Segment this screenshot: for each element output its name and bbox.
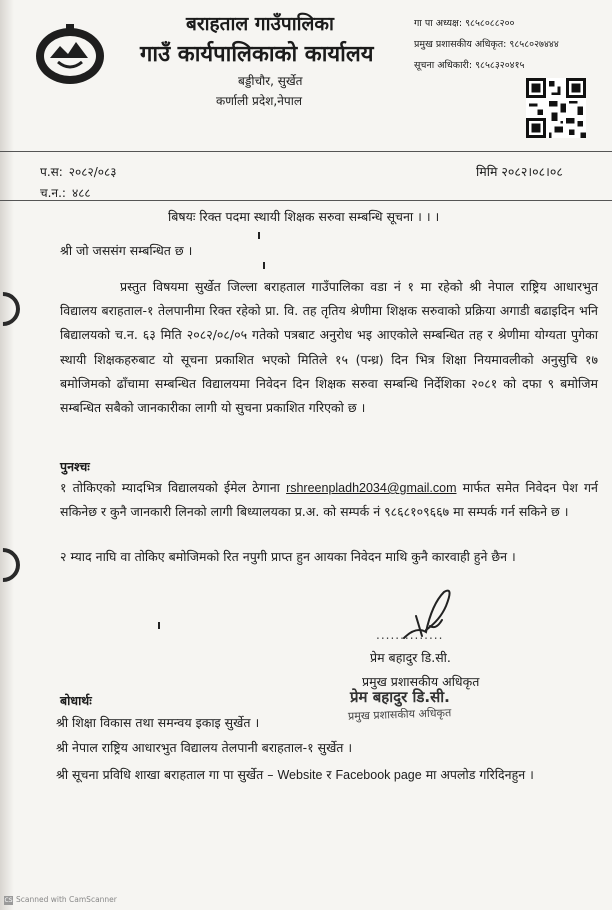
ink-mark <box>158 622 160 629</box>
chalani-value: ४८८ <box>71 186 91 200</box>
government-emblem-icon <box>30 18 110 88</box>
contact-chairperson: गा पा अध्यक्ष: ९८५८०८८२०० <box>414 18 515 29</box>
contact-cao: प्रमुख प्रशासकीय अधिकृत: ९८५८०२७४४४ <box>414 39 559 50</box>
patra-value: २०८२/०८३ <box>68 165 117 179</box>
date-value: २०८२।०८।०८ <box>501 164 563 179</box>
note1-text-after: मार्फत समेत निवेदन पेश गर्न सकिनेछ र कुनै जानकारी लिनको लागी बिध्यालयका प्र.अ. को सम्पर्क नं ९८६८१०९६६७ मा सम्पर्क गर्न सकिने छ । <box>60 480 598 519</box>
subject-line: बिषयः रिक्त पदमा स्थायी शिक्षक सरुवा सम्बन्धि सूचना । । । <box>168 209 440 224</box>
date-label: मिमि <box>476 164 498 179</box>
ink-mark <box>258 232 260 239</box>
note-2: २ म्याद नाघि वा तोकिए बमोजिमको रित नपुगी प्राप्त हुन आयका निवेदन माथि कुनै कारवाही हुने छैन । <box>60 549 516 564</box>
signatory-title: प्रमुख प्रशासकीय अधिकृत <box>362 674 480 689</box>
cc-item: श्री नेपाल राष्ट्रिय आधारभुत विद्यालय तेलपानी बराहताल-१ सुर्खेत । <box>56 740 353 755</box>
cc-item: श्री शिक्षा विकास तथा समन्वय इकाइ सुर्खेत । <box>56 715 260 730</box>
cc-heading: बोधार्थः <box>60 693 92 708</box>
official-stamp-title: प्रमुख प्रशासकीय अधिकृत <box>347 706 452 723</box>
body-paragraph: प्रस्तुत विषयमा सुर्खेत जिल्ला बराहताल गाउँपालिका वडा नं १ मा रहेको श्री नेपाल राष्ट्रिय आधारभुत विद्यालय बराहताल-१ तेलपानीमा रिक्त रहेको प्रा. वि. तह तृतिय श्रेणीमा शिक्षक सरुवाको प्रक्रिया अगाडी बढाइदिन भनि बिद्यालयको च.न. ६३ मिति २०८२/०८/०५ गतेको पत्रबाट अनुरोध भइ आएकोले सम्बन्धित तह र श्रेणीमा योग्यता पुगेका स्थायी शिक्षकहरुबाट यो सूचना प्रकाशित भएको मितिले १५ (पन्ध्र) दिन भित्र शिक्षा नियमावलीको अनुसुचि १७ बमोजिमको ढाँचामा सम्बन्धित विद्यालयमा निवेदन दिन शिक्षक सरुवा सम्बन्धि निर्देशिका २०८१ को दफा ९ बमोजिम सम्बन्धित सबैको जानकारीका लागी यो सुचना प्रकाशित गरिएको छ । <box>60 279 598 416</box>
camscanner-watermark <box>4 895 117 905</box>
org-name-line2: गाउँ कार्यपालिकाको कार्यालय <box>140 42 374 67</box>
reference-divider <box>0 200 612 201</box>
org-name-line1: बराहताल गाउँपालिका <box>186 13 334 35</box>
cc3-website: Website <box>277 768 323 782</box>
cc3-text-after: मा अपलोड गरिदिनहुन । <box>425 767 534 782</box>
qr-code-icon <box>526 78 586 138</box>
camscanner-text: Scanned with CamScanner <box>16 895 117 904</box>
camscanner-logo-icon: CS <box>4 897 13 904</box>
chalani-number <box>40 184 91 201</box>
cc3-facebook-page: Facebook page <box>335 768 422 782</box>
patra-sankhya <box>40 163 117 180</box>
cc3-mid: र <box>326 767 332 782</box>
patra-label: प.स: <box>40 165 63 179</box>
chalani-label: च.न.: <box>40 186 66 200</box>
contact-info-officer: सूचना अधिकारी: ९८५८३२०४१५ <box>414 60 525 71</box>
page-edge-shadow <box>0 0 14 910</box>
cc3-text-before: श्री सूचना प्रविधि शाखा बराहताल गा पा सुर्खेत – <box>56 767 274 782</box>
notes-heading: पुनश्चः <box>60 459 90 474</box>
note1-text-before: १ तोकिएको म्यादभित्र विद्यालयको ईमेल ठेगाना <box>60 480 280 495</box>
note-1 <box>60 476 598 524</box>
address-line1: बड्डीचौर, सुर्खेत <box>238 74 303 88</box>
signature-dotted-line: .............. <box>376 628 444 642</box>
letter-date <box>476 163 563 180</box>
official-stamp-name: प्रेम बहादुर डि.सी. <box>350 688 450 706</box>
signatory-name: प्रेम बहादुर डि.सी. <box>370 650 451 665</box>
address-line2: कर्णाली प्रदेश,नेपाल <box>216 94 302 108</box>
ink-mark <box>263 262 265 269</box>
header-divider <box>0 151 612 152</box>
salutation: श्री जो जससंग सम्बन्धित छ । <box>60 243 193 258</box>
school-email-link[interactable]: rshreenpladh2034@gmail.com <box>286 481 457 495</box>
cc-item <box>56 764 606 786</box>
